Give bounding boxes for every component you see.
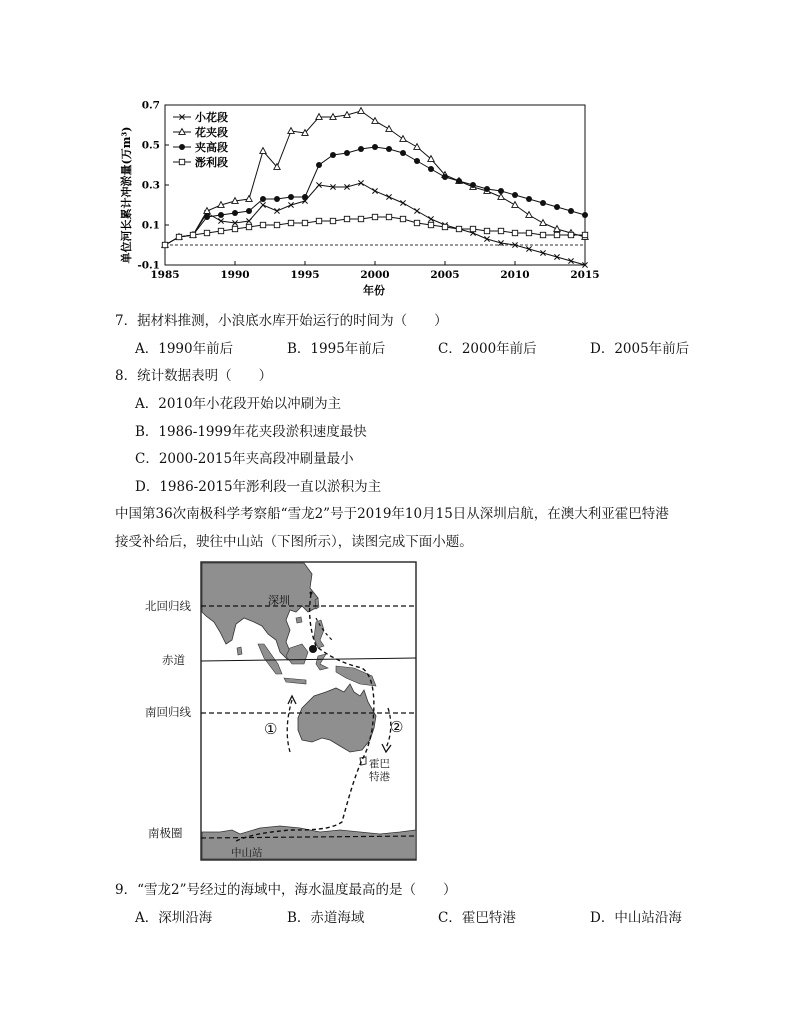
- data-point-tuoli: [484, 228, 489, 233]
- data-point-xiaohua: [428, 216, 433, 221]
- series-line-xiaohua: [165, 183, 585, 265]
- data-point-xiaohua: [274, 208, 279, 213]
- data-point-jiagao: [400, 150, 406, 156]
- data-point-tuoli: [442, 224, 447, 229]
- data-point-huajia: [400, 136, 406, 142]
- data-point-jiagao: [498, 188, 504, 194]
- data-point-tuoli: [456, 226, 461, 231]
- data-point-jiagao: [554, 204, 560, 210]
- data-point-huajia: [260, 148, 266, 154]
- line-chart: [110, 95, 600, 300]
- data-point-jiagao: [218, 212, 224, 218]
- x-tick-label: 1995: [290, 269, 320, 281]
- data-point-tuoli: [512, 230, 517, 235]
- data-point-tuoli: [274, 222, 279, 227]
- y-tick-label: 0.3: [141, 179, 160, 192]
- y-tick-label: -0.1: [137, 259, 160, 272]
- label-shenzhen: 深圳: [268, 594, 290, 607]
- q7-option-b: B．1995年前后: [287, 341, 386, 357]
- data-point-tuoli: [344, 216, 349, 221]
- data-point-tuoli: [358, 216, 363, 221]
- data-point-tuoli: [554, 232, 559, 237]
- label-antarctic-circle: 南极圈: [148, 826, 183, 840]
- data-point-tuoli: [568, 232, 573, 237]
- y-tick-label: 0.7: [141, 99, 160, 112]
- data-point-tuoli: [204, 230, 209, 235]
- q7-option-d: D．2005年前后: [590, 341, 690, 357]
- data-point-tuoli: [232, 226, 237, 231]
- data-point-jiagao: [204, 214, 210, 220]
- intro-line-1: 中国第36次南极科学考察船“雪龙2”号于2019年10月15日从深圳启航，在澳大利亚霍巴特港: [115, 506, 669, 522]
- label-current-1: ①: [264, 720, 278, 738]
- data-point-jiagao: [470, 182, 476, 188]
- legend-marker: [179, 159, 184, 164]
- data-point-tuoli: [470, 226, 475, 231]
- data-point-tuoli: [386, 214, 391, 219]
- data-point-xiaohua: [372, 188, 377, 193]
- data-point-tuoli: [582, 232, 587, 237]
- label-equator: 赤道: [162, 653, 185, 667]
- q9-option-d: D．中山站沿海: [590, 910, 682, 926]
- data-point-jiagao: [568, 208, 574, 214]
- data-point-jiagao: [372, 144, 378, 150]
- x-tick-label: 2015: [570, 269, 600, 281]
- data-point-jiagao: [512, 192, 518, 198]
- data-point-tuoli: [176, 234, 181, 239]
- legend-marker: [179, 144, 185, 150]
- label-tropic-of-capricorn: 南回归线: [145, 705, 191, 719]
- y-tick-label: 0.5: [141, 139, 160, 152]
- data-point-tuoli: [400, 216, 405, 221]
- legend-label: 浵利段: [195, 156, 228, 169]
- x-axis-label: 年份: [363, 284, 385, 297]
- data-point-tuoli: [316, 218, 321, 223]
- data-point-xiaohua: [400, 200, 405, 205]
- legend-label: 花夹段: [195, 126, 228, 139]
- q9-option-a: A．深圳沿海: [135, 910, 213, 926]
- data-point-tuoli: [288, 220, 293, 225]
- data-point-jiagao: [386, 146, 392, 152]
- legend-label: 小花段: [195, 111, 228, 124]
- data-point-jiagao: [456, 178, 462, 184]
- q8-option-c: C．2000-2015年夹高段冲刷量最小: [135, 451, 354, 467]
- q8-option-a: A．2010年小花段开始以冲刷为主: [135, 396, 342, 412]
- data-point-huajia: [246, 196, 252, 202]
- data-point-tuoli: [190, 232, 195, 237]
- y-tick-label: 0.1: [141, 219, 160, 232]
- data-point-jiagao: [582, 212, 588, 218]
- data-point-tuoli: [330, 218, 335, 223]
- plot-frame: [165, 105, 585, 265]
- x-tick-label: 2005: [430, 269, 460, 281]
- data-point-jiagao: [274, 196, 280, 202]
- q9-option-b: B．赤道海域: [287, 910, 365, 926]
- data-point-xiaohua: [260, 202, 265, 207]
- data-point-tuoli: [540, 232, 545, 237]
- label-hobart: 霍巴 特港: [369, 758, 390, 783]
- data-point-xiaohua: [386, 194, 391, 199]
- q8-option-b: B．1986-1999年花夹段淤积速度最快: [135, 424, 367, 440]
- data-point-xiaohua: [414, 208, 419, 213]
- data-point-tuoli: [162, 242, 167, 247]
- data-point-huajia: [358, 108, 364, 114]
- label-current-2: ②: [390, 718, 404, 736]
- data-point-huajia: [526, 212, 532, 218]
- data-point-huajia: [414, 144, 420, 150]
- data-point-tuoli: [302, 220, 307, 225]
- data-point-tuoli: [260, 222, 265, 227]
- data-point-jiagao: [442, 174, 448, 180]
- data-point-huajia: [540, 220, 546, 226]
- x-tick-label: 1985: [150, 269, 180, 281]
- data-point-tuoli: [498, 228, 503, 233]
- series-line-huajia: [165, 111, 585, 245]
- q9-option-c: C．霍巴特港: [438, 910, 516, 926]
- q8-option-d: D．1986-2015年浵利段一直以淤积为主: [135, 479, 382, 495]
- data-point-jiagao: [302, 194, 308, 200]
- data-point-jiagao: [316, 162, 322, 168]
- data-point-jiagao: [414, 158, 420, 164]
- data-point-tuoli: [428, 222, 433, 227]
- hainan: [296, 617, 302, 623]
- data-point-tuoli: [372, 214, 377, 219]
- data-point-huajia: [372, 118, 378, 124]
- data-point-jiagao: [526, 196, 532, 202]
- intro-line-2: 接受补给后，驶往中山站（下图所示），读图完成下面小题。: [115, 534, 473, 550]
- question-7-stem: 7．据材料推测，小浪底水库开始运行的时间为（ ）: [115, 313, 448, 329]
- data-point-jiagao: [246, 208, 252, 214]
- q7-option-a: A．1990年前后: [135, 341, 234, 357]
- data-point-jiagao: [484, 186, 490, 192]
- x-tick-label: 2000: [360, 269, 390, 281]
- data-point-huajia: [512, 202, 518, 208]
- question-8-stem: 8．统计数据表明（ ）: [115, 368, 273, 384]
- label-tropic-of-cancer: 北回归线: [145, 599, 191, 613]
- sri-lanka: [237, 647, 242, 655]
- data-point-huajia: [386, 126, 392, 132]
- x-tick-label: 1990: [220, 269, 250, 281]
- data-point-jiagao: [428, 166, 434, 172]
- taiwan: [315, 598, 319, 609]
- data-point-tuoli: [246, 224, 251, 229]
- data-point-huajia: [288, 128, 294, 134]
- data-point-jiagao: [330, 152, 336, 158]
- data-point-tuoli: [414, 220, 419, 225]
- data-point-jiagao: [540, 200, 546, 206]
- legend-label: 夹高段: [195, 141, 228, 154]
- x-tick-label: 2010: [500, 269, 530, 281]
- data-point-jiagao: [358, 146, 364, 152]
- q7-option-c: C．2000年前后: [438, 341, 537, 357]
- data-point-jiagao: [288, 194, 294, 200]
- data-point-tuoli: [526, 230, 531, 235]
- data-point-tuoli: [218, 228, 223, 233]
- y-axis-label: 单位河长累计冲淤量(万m³): [120, 126, 133, 264]
- label-zhongshan: 中山站: [231, 847, 263, 859]
- question-9-stem: 9．“雪龙2”号经过的海域中，海水温度最高的是（ ）: [115, 882, 457, 898]
- series-line-tuoli: [165, 217, 585, 245]
- data-point-jiagao: [232, 210, 238, 216]
- data-point-jiagao: [344, 150, 350, 156]
- data-point-jiagao: [260, 196, 266, 202]
